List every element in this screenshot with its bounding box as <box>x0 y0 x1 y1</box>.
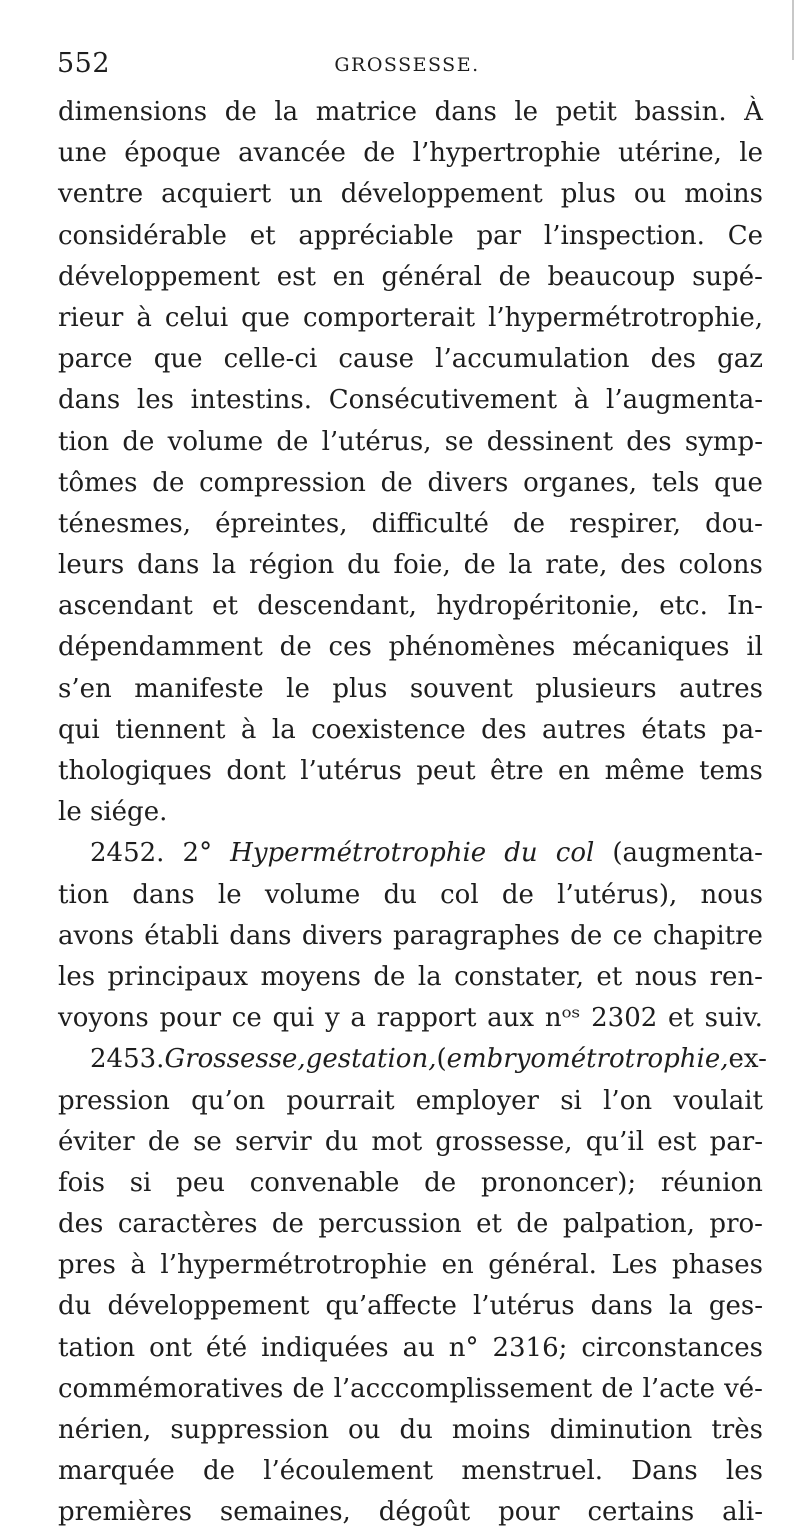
word: comporterait <box>302 302 476 333</box>
word: intestins. <box>190 385 313 416</box>
word: de <box>271 1209 304 1240</box>
word: (augmenta- <box>612 838 763 869</box>
page-number: 552 <box>57 48 111 79</box>
word: ex- <box>728 1044 767 1075</box>
text-line <box>58 1328 763 1369</box>
word: 2302 <box>591 1003 658 1034</box>
word: paragraphes <box>393 920 560 951</box>
word: 2° <box>182 838 213 869</box>
word: utérine, <box>618 138 722 169</box>
word: symp- <box>684 426 763 457</box>
word: suppression <box>170 1415 329 1445</box>
word: pour <box>498 1497 560 1528</box>
text-line <box>58 380 763 421</box>
word: Consécutivement <box>328 385 558 416</box>
word: thologiques <box>58 756 212 786</box>
word: s’en <box>58 673 112 704</box>
word: celle-ci <box>223 344 318 375</box>
word: pourrait <box>286 1085 395 1116</box>
word: a <box>350 1003 366 1034</box>
word: vé- <box>724 1373 763 1404</box>
word: le <box>217 879 242 910</box>
word: indiquées <box>261 1332 389 1363</box>
word: développement <box>58 261 260 292</box>
word: considérable <box>58 220 227 251</box>
text-line <box>58 545 763 586</box>
word: pression <box>58 1085 170 1116</box>
word: coexistence <box>311 714 466 745</box>
body-text <box>58 92 767 1534</box>
word: l’écoulement <box>263 1456 434 1487</box>
word: de <box>463 550 496 581</box>
word: général. <box>488 1250 597 1281</box>
word: par <box>476 220 522 251</box>
word: de <box>202 1456 235 1487</box>
word: leurs <box>58 550 125 581</box>
word: pres <box>58 1250 116 1281</box>
text-line <box>58 92 763 133</box>
word: à <box>240 714 257 745</box>
word: l’hypermétrotrophie <box>160 1250 428 1281</box>
word: beaucoup <box>547 261 676 292</box>
word: moins <box>684 179 763 210</box>
text-line <box>58 1451 763 1492</box>
word: établi <box>144 920 219 951</box>
word: ventre <box>58 179 144 210</box>
word: se <box>193 1126 222 1157</box>
word: dans <box>590 1291 653 1322</box>
word: semaines, <box>219 1497 351 1528</box>
word: la <box>417 961 442 992</box>
word: des <box>481 714 527 745</box>
word: avons <box>58 920 134 951</box>
text-line <box>58 586 763 627</box>
word: plus <box>560 179 616 210</box>
word: phénomènes <box>388 632 556 663</box>
word: l’utérus), <box>557 879 678 910</box>
word: parce <box>58 344 133 375</box>
word: bassin. <box>634 97 727 127</box>
text-line <box>58 792 763 833</box>
word: tels <box>651 467 700 498</box>
word: grossesse, <box>435 1126 573 1157</box>
word: le <box>514 97 539 127</box>
word: la <box>274 97 299 127</box>
word: chapitre <box>652 920 763 951</box>
word: et <box>476 1209 502 1240</box>
word: siége. <box>90 797 168 828</box>
text-line <box>58 916 763 957</box>
word: 2316; <box>492 1332 568 1363</box>
word: développement <box>340 179 543 210</box>
word: à <box>136 302 152 333</box>
word: gestation, <box>305 1044 437 1075</box>
word: les <box>136 385 174 416</box>
word: voyons <box>58 1003 149 1034</box>
word: l’utérus, <box>321 426 432 457</box>
word: caractères <box>117 1209 258 1240</box>
word: compression <box>199 467 366 498</box>
word: moyens <box>260 961 361 992</box>
text-line <box>58 751 763 792</box>
word: foie, <box>393 550 451 581</box>
word: de <box>516 1209 549 1240</box>
word: autres <box>679 673 763 704</box>
text-line <box>58 339 763 380</box>
word: plusieurs <box>535 673 657 704</box>
word: très <box>711 1415 763 1445</box>
text-line <box>58 627 763 668</box>
page-header <box>57 48 757 88</box>
running-head: GROSSESSE. <box>334 54 480 76</box>
word: suiv. <box>704 1003 763 1034</box>
word: volume <box>167 426 264 457</box>
word: Grossesse, <box>164 1044 306 1075</box>
word: dans <box>434 97 497 127</box>
word: appréciable <box>298 220 454 251</box>
word: dans <box>132 879 195 910</box>
word: qu’il <box>585 1126 645 1157</box>
word: être <box>489 756 544 786</box>
text-line <box>58 875 763 916</box>
text-line <box>58 422 763 463</box>
word: du <box>504 838 538 869</box>
word: dessinent <box>486 426 614 457</box>
word: est <box>276 261 316 292</box>
word: ou <box>348 1415 381 1445</box>
word: 2452. <box>90 838 165 869</box>
word: dans <box>58 385 121 416</box>
word: souvent <box>409 673 513 704</box>
word: moins <box>451 1415 531 1445</box>
word: même <box>604 756 685 786</box>
word: peu <box>176 1167 225 1198</box>
word: circonstances <box>581 1332 763 1363</box>
text-line <box>58 504 763 545</box>
word: de <box>601 1373 634 1404</box>
word: marquée <box>58 1456 175 1487</box>
word: prononcer); <box>480 1167 637 1198</box>
word: organes, <box>523 467 638 498</box>
word: des <box>626 426 672 457</box>
page-edge-mark <box>792 0 794 60</box>
word: pro- <box>709 1209 763 1240</box>
word: plus <box>332 673 388 704</box>
word: descendant, <box>257 591 417 622</box>
word: difficulté <box>371 508 489 539</box>
word: été <box>205 1332 248 1363</box>
word: le <box>286 673 310 704</box>
word: l’acte <box>642 1373 715 1404</box>
word: des <box>620 550 666 581</box>
word: que <box>714 467 763 498</box>
word: l’utérus <box>472 1291 575 1322</box>
word: de <box>513 508 546 539</box>
word: ténesmes, <box>58 508 191 539</box>
text-line <box>58 257 763 298</box>
word: tems <box>699 756 763 786</box>
word: (embryométrotrophie, <box>436 1044 729 1075</box>
word: que <box>241 302 290 333</box>
word: les <box>725 1456 763 1487</box>
word: réunion <box>660 1167 763 1198</box>
word: dégoût <box>378 1497 471 1528</box>
word: ali- <box>722 1497 763 1528</box>
word: tômes <box>58 467 138 498</box>
word: de <box>570 920 603 951</box>
text-line <box>58 463 763 504</box>
text-line <box>58 1286 763 1327</box>
word: ont <box>149 1332 192 1363</box>
word: la <box>508 550 533 581</box>
word: celui <box>164 302 229 333</box>
text-line <box>58 174 763 215</box>
word: colons <box>678 550 763 581</box>
word: une <box>58 138 107 169</box>
word: etc. <box>659 591 708 622</box>
word: de <box>501 879 534 910</box>
word: développement <box>107 1291 310 1322</box>
text-line <box>58 133 763 174</box>
word: qu’on <box>191 1085 266 1116</box>
word: employer <box>415 1085 539 1116</box>
text-line <box>58 1410 763 1451</box>
text-line <box>58 957 763 998</box>
word: de <box>292 1373 325 1404</box>
word: cause <box>338 344 414 375</box>
word: tation <box>58 1332 136 1363</box>
word: des <box>58 1209 104 1240</box>
text-line <box>58 1122 763 1163</box>
word: la <box>212 550 237 581</box>
word: de <box>276 426 309 457</box>
word: des <box>650 344 696 375</box>
word: et <box>212 591 238 622</box>
word: qui <box>272 1003 315 1034</box>
word: le <box>58 797 82 828</box>
word: ges- <box>708 1291 763 1322</box>
word: l’utérus <box>300 756 402 786</box>
word: phases <box>672 1250 763 1281</box>
word: de <box>380 467 413 498</box>
word: l’acccomplissement <box>333 1373 593 1404</box>
word: général <box>381 261 482 292</box>
word: gaz <box>717 344 763 375</box>
word: respirer, <box>569 508 681 539</box>
word: l’hypertrophie <box>412 138 601 169</box>
word: servir <box>235 1126 312 1157</box>
word: col <box>440 879 479 910</box>
word: de <box>424 1167 457 1198</box>
text-line <box>58 1163 763 1204</box>
word: y <box>324 1003 340 1034</box>
text-line <box>58 1369 763 1410</box>
word: est <box>657 1126 697 1157</box>
word: et <box>249 220 276 251</box>
text-line <box>58 998 763 1039</box>
text-line <box>58 1081 763 1122</box>
word: autres <box>542 714 626 745</box>
text-line <box>58 1492 763 1533</box>
word: dont <box>226 756 286 786</box>
word: divers <box>301 920 383 951</box>
word: région <box>249 550 335 581</box>
word: volume <box>264 879 361 910</box>
word: dimensions <box>58 97 208 127</box>
word: voulait <box>673 1085 763 1116</box>
text-line <box>58 1039 767 1080</box>
word: avancée <box>238 138 346 169</box>
word: ce <box>612 920 643 951</box>
word: nᵒˢ <box>544 1003 581 1034</box>
word: diminution <box>549 1415 693 1445</box>
word: qui <box>58 714 100 745</box>
word: Ce <box>727 220 763 251</box>
word: dans <box>137 550 200 581</box>
word: l’on <box>603 1085 653 1116</box>
word: l’inspection. <box>543 220 705 251</box>
word: À <box>744 97 763 127</box>
word: 2453. <box>90 1044 165 1075</box>
word: tiennent <box>115 714 226 745</box>
word: de <box>224 97 257 127</box>
word: de <box>152 467 185 498</box>
word: si <box>560 1085 582 1116</box>
word: au <box>402 1332 435 1363</box>
word: de <box>498 261 531 292</box>
word: hydropéritonie, <box>436 591 640 622</box>
word: que <box>153 344 203 375</box>
word: l’hypermétrotrophie, <box>488 302 763 333</box>
word: petit <box>555 97 617 127</box>
word: convenable <box>249 1167 400 1198</box>
word: menstruel. <box>461 1456 604 1487</box>
word: épreintes, <box>215 508 348 539</box>
text-line <box>58 216 763 257</box>
word: en <box>332 261 365 292</box>
word: et <box>596 961 623 992</box>
word: nérien, <box>58 1415 152 1445</box>
word: ren- <box>709 961 763 992</box>
word: du <box>399 1415 433 1445</box>
word: les <box>58 961 96 992</box>
word: principaux <box>107 961 249 992</box>
word: dans <box>229 920 292 951</box>
word: il <box>746 632 763 663</box>
word: si <box>129 1167 152 1198</box>
word: fois <box>58 1167 105 1198</box>
word: pour <box>159 1003 222 1034</box>
word: en <box>441 1250 474 1281</box>
word: de <box>122 426 155 457</box>
word: rate, <box>545 550 608 581</box>
word: manifeste <box>134 673 264 704</box>
word: ce <box>231 1003 262 1034</box>
word: se <box>444 426 474 457</box>
word: états <box>641 714 707 745</box>
word: acquiert <box>161 179 272 210</box>
word: de <box>363 138 396 169</box>
text-line <box>58 1204 763 1245</box>
word: nous <box>634 961 698 992</box>
word: Les <box>611 1250 658 1281</box>
text-line <box>58 710 763 751</box>
word: éviter <box>58 1126 135 1157</box>
word: certains <box>587 1497 695 1528</box>
word: de <box>373 961 406 992</box>
word: palpation, <box>562 1209 695 1240</box>
text-line <box>58 1245 763 1286</box>
word: ces <box>328 632 372 663</box>
word: In- <box>727 591 763 622</box>
word: du <box>58 1291 92 1322</box>
word: tion <box>58 879 110 910</box>
word: qu’affecte <box>325 1291 457 1322</box>
word: un <box>289 179 323 210</box>
word: ascendant <box>58 591 193 622</box>
word: dou- <box>705 508 763 539</box>
word: rieur <box>58 302 124 333</box>
word: commémoratives <box>58 1373 284 1404</box>
word: le <box>739 138 763 169</box>
word: et <box>668 1003 694 1034</box>
word: de <box>147 1126 180 1157</box>
word: n° <box>448 1332 479 1363</box>
word: mot <box>371 1126 423 1157</box>
word: à <box>573 385 590 416</box>
word: pa- <box>722 714 763 745</box>
word: col <box>555 838 595 869</box>
word: peut <box>416 756 476 786</box>
word: du <box>347 550 381 581</box>
word: nous <box>700 879 763 910</box>
word: Dans <box>631 1456 698 1487</box>
word: constater, <box>454 961 584 992</box>
word: la <box>271 714 296 745</box>
word: mécaniques <box>572 632 730 663</box>
word: à <box>130 1250 146 1281</box>
word: par- <box>709 1126 763 1157</box>
word: en <box>558 756 591 786</box>
word: Hypermétrotrophie <box>230 838 487 869</box>
text-line <box>58 669 763 710</box>
word: percussion <box>318 1209 462 1240</box>
text-line <box>58 298 763 339</box>
word: dépendamment <box>58 632 263 663</box>
text-line <box>58 833 763 874</box>
word: divers <box>427 467 509 498</box>
word: ou <box>633 179 667 210</box>
word: du <box>383 879 417 910</box>
word: de <box>279 632 312 663</box>
word: tion <box>58 426 110 457</box>
word: époque <box>124 138 221 169</box>
word: matrice <box>315 97 417 127</box>
word: l’accumulation <box>435 344 630 375</box>
word: l’augmenta- <box>606 385 763 416</box>
word: rapport <box>376 1003 477 1034</box>
word: supé- <box>692 261 763 292</box>
word: du <box>324 1126 359 1157</box>
word: premières <box>58 1497 192 1528</box>
word: la <box>668 1291 693 1322</box>
word: aux <box>487 1003 535 1034</box>
